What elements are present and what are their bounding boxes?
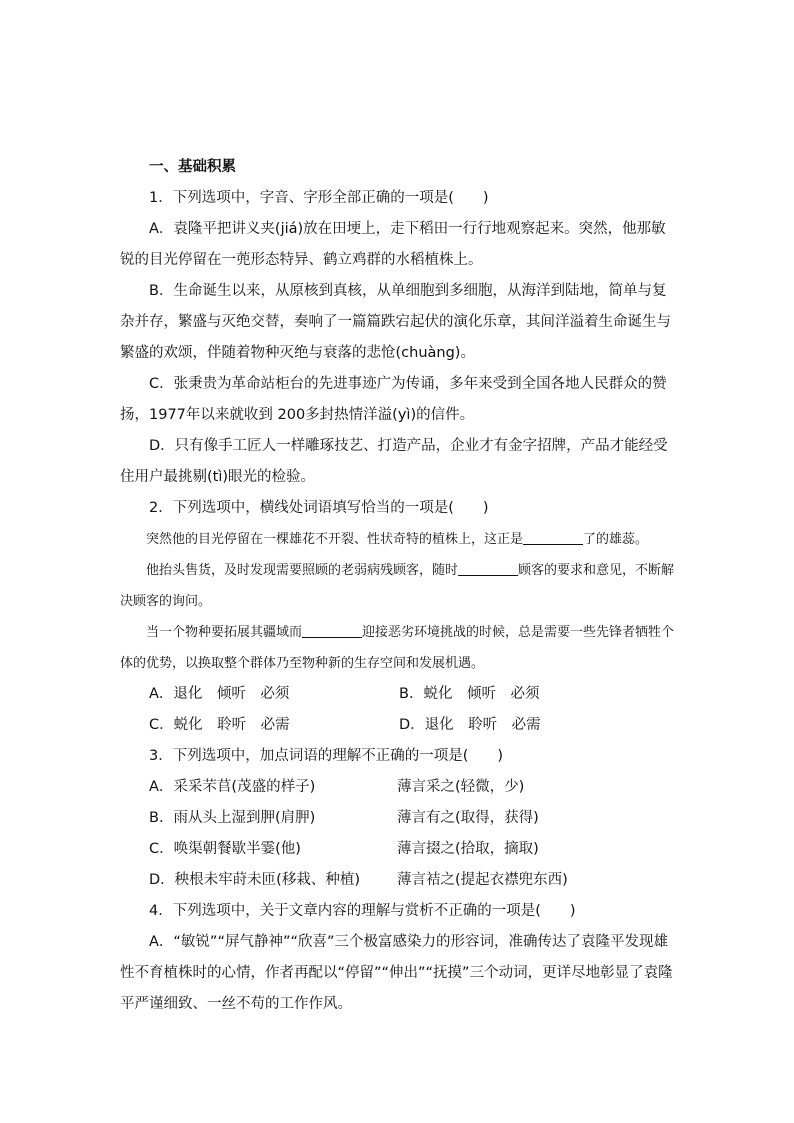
question-2-option-c: C．蜕化 聆听 必需: [149, 717, 290, 733]
question-1-option-b: B．生命诞生以来，从原核到真核，从单细胞到多细胞，从海洋到陆地，简单与复杂并存，繁盛与灭绝交替，奏响了一篇篇跌宕起伏的演化乐章，其间洋溢着生命诞生与繁盛的欢颂，伴随着物种灭绝与衰落的悲怆(chuàng)。: [120, 283, 671, 361]
answer-blank-1: [523, 528, 583, 545]
answer-blank-2: [458, 559, 518, 576]
question-1-option-c: C．张秉贵为革命站柜台的先进事迹广为传诵，多年来受到全国各地人民群众的赞扬，1977年以来就收到 200多封热情洋溢(yì)的信件。: [120, 376, 667, 423]
question-1-option-a: A．袁隆平把讲义夹(jiá)放在田埂上，走下稻田一行行地观察起来。突然，他那敏锐的目光停留在一蔸形态特异、鹤立鸡群的水稻植株上。: [120, 221, 666, 268]
question-2-sentence-1: 突然他的目光停留在一棵雄花不开裂、性状奇特的植株上，这正是 了的雄蕊。: [120, 524, 675, 555]
question-2-options-row-1: [120, 679, 675, 710]
question-1-option-d: D．只有像手工匠人一样雕琢技艺、打造产品，企业才有金字招牌，产品才能经受住用户最挑剔(tì)眼光的检验。: [120, 438, 668, 485]
question-3-stem: 3．下列选项中，加点词语的理解不正确的一项是( ): [149, 748, 504, 764]
question-4-stem: 4．下列选项中，关于文章内容的理解与赏析不正确的一项是( ): [149, 903, 576, 919]
question-2-option-d: D．退化 聆听 必需: [399, 717, 541, 733]
question-3-option-d: D．秧根未牢莳未匝(移栽、种植) 薄言袺之(提起衣襟兜东西): [149, 872, 568, 888]
question-2-option-b: B．蜕化 倾听 必须: [399, 686, 540, 702]
question-3-option-c: C．唤渠朝餐歇半霎(他) 薄言掇之(拾取，摘取): [149, 841, 539, 857]
section-title: 一、基础积累: [149, 159, 236, 175]
question-2-sentence-2: 他抬头售货，及时发现需要照顾的老弱病残顾客，随时 顾客的要求和意见，不断解决顾客的询问。: [120, 555, 675, 617]
answer-blank-3: [302, 621, 362, 638]
question-2-option-a: A．退化 倾听 必须: [149, 686, 290, 702]
question-1-stem: 1．下列选项中，字音、字形全部正确的一项是( ): [149, 190, 489, 206]
document-content: [120, 152, 675, 1020]
question-3-option-a: A．采采芣苢(茂盛的样子) 薄言采之(轻微，少): [149, 779, 525, 795]
question-4-option-a: A．“敏锐”“屏气静神”“欣喜”三个极富感染力的形容词，准确传达了袁隆平发现雄性不育植株时的心情，作者再配以“停留”“伸出”“抚摸”三个动词，更详尽地彰显了袁隆平严谨细致、一丝不苟的工作作风。: [120, 934, 673, 1012]
question-3-option-b: B．雨从头上湿到胛(肩胛) 薄言有之(取得，获得): [149, 810, 539, 826]
question-2-sentence-3: 当一个物种要拓展其疆域而 迎接恶劣环境挑战的时候，总是需要一些先锋者牺牲个体的优势，以换取整个群体乃至物种新的生存空间和发展机遇。: [120, 617, 675, 679]
question-2-options-row-2: [120, 710, 675, 741]
question-2-stem: 2．下列选项中，横线处词语填写恰当的一项是( ): [149, 500, 489, 516]
